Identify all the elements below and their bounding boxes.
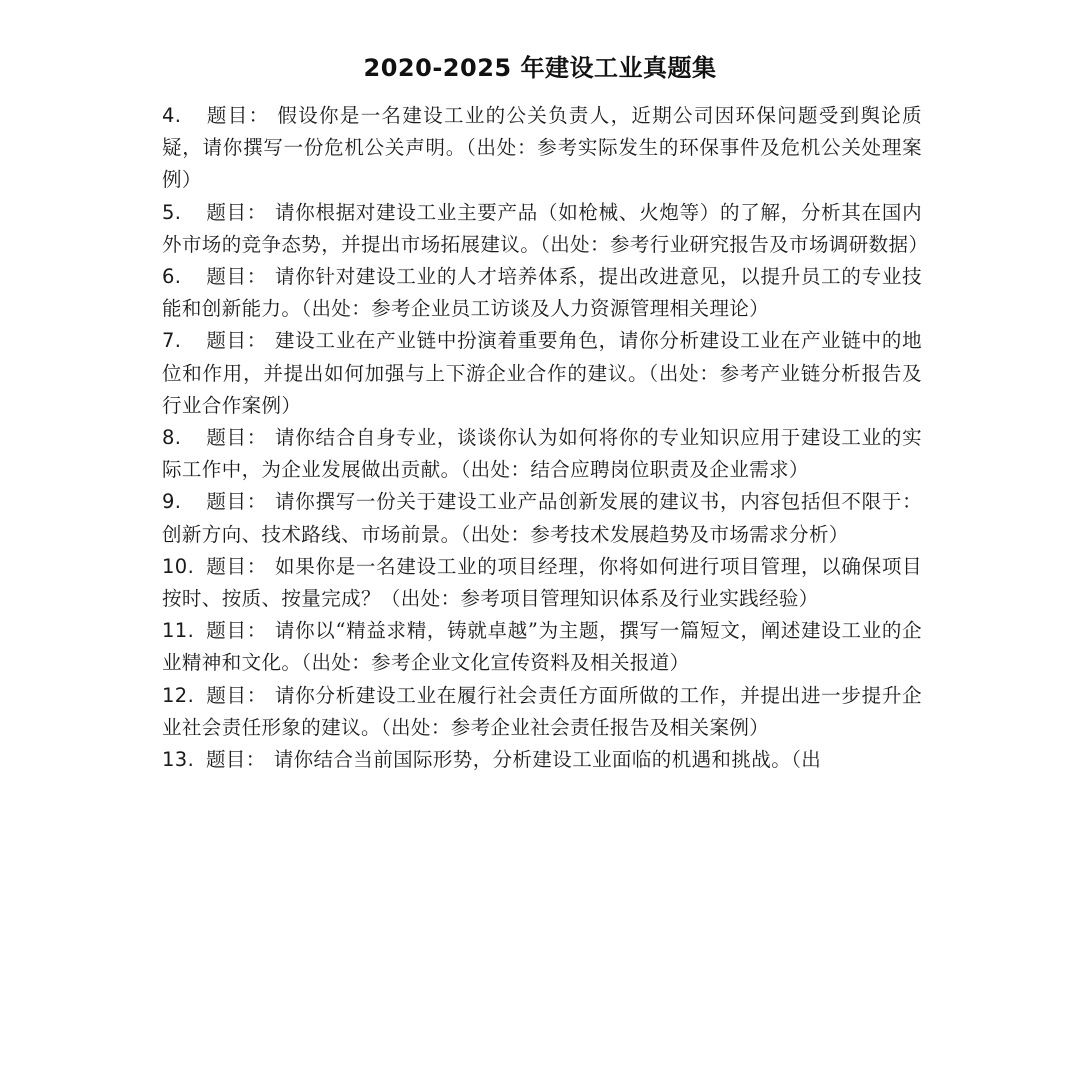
question-label: 题目： [206, 490, 268, 514]
document-title: 2020-2025 年建设工业真题集 [363, 54, 717, 82]
question-item [162, 197, 929, 261]
question-label: 题目： [206, 104, 270, 127]
question-item [162, 551, 922, 615]
question-number: 5. [162, 200, 182, 224]
question-label: 题目： [206, 748, 266, 772]
question-label: 题目： [206, 554, 268, 578]
question-text: 如果你是一名建设工业的项目经理，你将如何进行项目管理，以确保项目按时、按质、按量完成？（出处：参考项目管理知识体系及行业实践经验） [162, 554, 922, 611]
question-text: 请你以“精益求精，铸就卓越”为主题，撰写一篇短文，阐述建设工业的企业精神和文化。（出处：参考企业文化宣传资料及相关报道） [162, 619, 923, 675]
question-number: 11. [162, 619, 195, 643]
question-text: 请你针对建设工业的人才培养体系，提出改进意见，以提升员工的专业技能和创新能力。（出处：参考企业员工访谈及人力资源管理相关理论） [162, 265, 922, 321]
question-text: 请你结合当前国际形势，分析建设工业面临的机遇和挑战。（出 [273, 748, 822, 772]
question-item [162, 680, 922, 744]
question-label: 题目： [206, 265, 268, 289]
question-label: 题目： [206, 619, 267, 643]
question-label: 题目： [206, 200, 268, 224]
question-item [162, 100, 922, 197]
question-item [162, 615, 922, 679]
question-label: 题目： [206, 329, 268, 353]
question-list [162, 100, 929, 776]
question-number: 4. [162, 104, 182, 127]
question-number: 13. [162, 748, 195, 772]
question-number: 12. [162, 683, 195, 707]
question-item [162, 325, 922, 422]
question-number: 7. [162, 329, 182, 353]
question-text: 请你根据对建设工业主要产品（如枪械、火炮等）的了解，分析其在国内外市场的竞争态势，并提出市场拓展建议。（出处：参考行业研究报告及市场调研数据） [162, 200, 929, 256]
question-text: 请你撰写一份关于建设工业产品创新发展的建议书，内容包括但不限于：创新方向、技术路线、市场前景。（出处：参考技术发展趋势及市场需求分析） [162, 490, 922, 546]
question-item [162, 744, 922, 776]
question-item [162, 486, 922, 550]
question-number: 9. [162, 490, 182, 514]
question-item [162, 261, 922, 325]
question-text: 请你结合自身专业，谈谈你认为如何将你的专业知识应用于建设工业的实际工作中，为企业发展做出贡献。（出处：结合应聘岗位职责及企业需求） [162, 426, 922, 482]
question-item [162, 422, 922, 486]
question-text: 请你分析建设工业在履行社会责任方面所做的工作，并提出进一步提升企业社会责任形象的建议。（出处：参考企业社会责任报告及相关案例） [162, 683, 922, 739]
question-label: 题目： [206, 683, 268, 707]
question-text: 假设你是一名建设工业的公关负责人，近期公司因环保问题受到舆论质疑，请你撰写一份危机公关声明。（出处：参考实际发生的环保事件及危机公关处理案例） [162, 104, 923, 192]
question-number: 6. [162, 265, 182, 289]
question-text: 建设工业在产业链中扮演着重要角色，请你分析建设工业在产业链中的地位和作用，并提出如何加强与上下游企业合作的建议。（出处：参考产业链分析报告及行业合作案例） [162, 329, 922, 417]
question-number: 8. [162, 426, 182, 450]
question-label: 题目： [206, 426, 268, 450]
question-number: 10. [162, 554, 195, 578]
